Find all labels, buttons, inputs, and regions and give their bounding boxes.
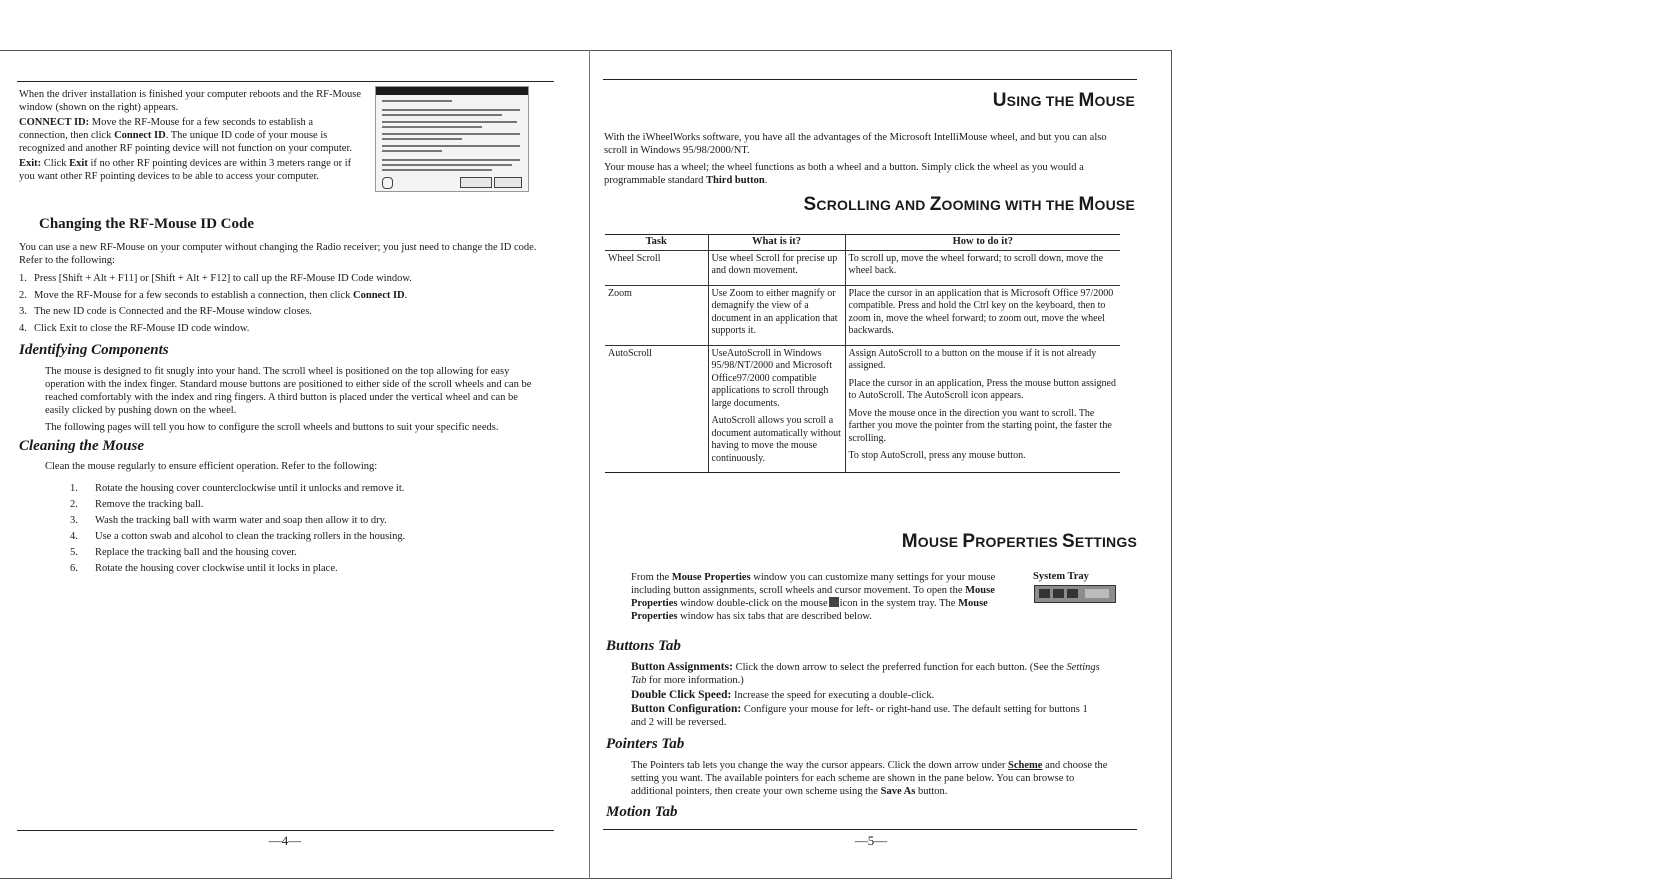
list-item: 3. The new ID code is Connected and the RF-Mouse window closes. <box>19 306 312 317</box>
cleaning-intro: Clean the mouse regularly to ensure efficient operation. Refer to the following: <box>45 461 378 472</box>
right-top-rule <box>603 79 1137 80</box>
list-item: 4. Use a cotton swab and alcohol to clean the tracking rollers in the housing. <box>70 531 406 542</box>
identify-paragraph-1: The mouse is designed to fit snugly into your hand. The scroll wheel is positioned on the top allowing for easy operation with the index finger. Standard mouse buttons are positioned to either side of the scroll wheels and can be reached comfortably with the index and ring fingers. A third button is placed under the vertical wheel and can be easily clicked by pushing down on the wheel. <box>45 366 532 416</box>
using-mouse-heading: USING THE MOUSE <box>992 90 1135 111</box>
tray-icon <box>1039 589 1050 598</box>
list-item: 5. Replace the tracking ball and the housing cover. <box>70 547 297 558</box>
intro-paragraph: When the driver installation is finished your computer reboots and the RF-Mouse window (shown on the right) appears. <box>19 89 362 113</box>
list-item: 4. Click Exit to close the RF-Mouse ID code window. <box>19 322 250 334</box>
using-paragraph-1: With the iWheelWorks software, you have all the advantages of the Microsoft IntelliMouse wheel, and but you can also scroll in Windows 95/98/2000/NT. <box>604 132 1107 156</box>
mouse-properties-heading: MOUSE PROPERTIES SETTINGS <box>901 531 1137 552</box>
tray-icon <box>1067 589 1078 598</box>
right-bottom-rule <box>603 829 1137 830</box>
left-bottom-rule <box>17 830 554 831</box>
connect-id-button-image <box>460 177 492 188</box>
motion-tab-heading: Motion Tab <box>606 804 678 820</box>
change-id-steps <box>19 272 549 338</box>
rf-mouse-window-image <box>375 86 529 192</box>
left-intro-block <box>19 88 364 183</box>
connect-paragraph <box>19 116 364 155</box>
table-header-row <box>605 235 1120 251</box>
change-id-heading: Changing the RF-Mouse ID Code <box>39 216 255 232</box>
list-item: 3. Wash the tracking ball with warm water and soap then allow it to dry. <box>70 515 387 526</box>
col-header-what: What is it? <box>708 235 845 251</box>
exit-button-image <box>494 177 522 188</box>
list-item: 1. Rotate the housing cover counterclockwise until it unlocks and remove it. <box>70 483 405 494</box>
left-page-number: —4— <box>268 833 302 848</box>
identify-heading: Identifying Components <box>19 342 169 358</box>
using-paragraph-2: Your mouse has a wheel; the wheel functions as both a wheel and a button. Simply click the wheel as you would a programmable standard Third button. <box>604 162 1084 186</box>
change-id-intro: You can use a new RF-Mouse on your computer without changing the Radio receiver; you just need to change the ID code. Refer to the following: <box>19 242 537 266</box>
tray-icon <box>1053 589 1064 598</box>
pointers-tab-heading: Pointers Tab <box>606 736 685 752</box>
exit-bold: Exit <box>69 158 88 169</box>
exit-text-1: Click <box>43 158 67 169</box>
mouse-icon <box>382 177 393 189</box>
table-row: AutoScroll UseAutoScroll in Windows 95/98/NT/2000 and Microsoft Office97/2000 compatible applications to scroll through large documents. AutoScroll allows you scroll a document automatically without having to move the mouse continuously. Assign AutoScroll to a button on the mouse if it is not already assigned. Place the cursor in an application, Press the mouse button assigned to AutoScroll. The AutoScroll icon appears. Move the mouse once in the direction you want to scroll. The farther you move the pointer from the starting point, the faster the scrolling. To stop AutoScroll, press any mouse button. <box>605 345 1120 473</box>
window-titlebar <box>376 87 528 95</box>
col-header-how: How to do it? <box>845 235 1120 251</box>
table-row: Wheel Scroll Use wheel Scroll for precise up and down movement. To scroll up, move the wheel forward; to scroll down, move the wheel back. <box>605 250 1120 285</box>
button-configuration-paragraph: Button Configuration: Configure your mouse for left- or right-hand use. The default setting for buttons 1 and 2 will be reversed. <box>631 703 1088 728</box>
double-click-paragraph: Double Click Speed: Increase the speed for executing a double-click. <box>631 689 935 701</box>
connect-bold: Connect ID <box>114 130 166 141</box>
identify-paragraph-2: The following pages will tell you how to configure the scroll wheels and buttons to suit your specific needs. <box>45 422 499 433</box>
table-row: Zoom Use Zoom to either magnify or demagnify the view of a document in an application that supports it. Place the cursor in an application that is Microsoft Office 97/2000 compatible. Press and hold the Ctrl key on the keyboard, then to zoom in, move the wheel forward; to zoom out, move the wheel backwards. <box>605 285 1120 345</box>
left-top-rule <box>17 81 554 82</box>
system-tray-label: System Tray <box>1033 571 1089 582</box>
exit-text-2: if no other RF pointing devices are within 3 meters range or if you want other RF pointing devices to be able to access your computer. <box>19 158 352 182</box>
buttons-tab-heading: Buttons Tab <box>606 638 681 654</box>
list-item: 2. Remove the tracking ball. <box>70 499 204 510</box>
system-tray-image <box>1034 585 1116 603</box>
col-header-task: Task <box>605 235 708 251</box>
button-assignments-paragraph: Button Assignments: Click the down arrow to select the preferred function for each button. (See the Settings Tab for more information.) <box>631 661 1100 686</box>
exit-label: Exit: <box>19 158 42 169</box>
right-page-number: —5— <box>854 833 888 848</box>
mouse-tray-icon <box>829 597 839 607</box>
cleaning-heading: Cleaning the Mouse <box>19 438 145 454</box>
list-item: 2. Move the RF-Mouse for a few seconds to establish a connection, then click Connect ID. <box>19 289 408 301</box>
mouse-properties-paragraph: From the Mouse Properties window you can customize many settings for your mouse including button assignments, scroll wheels and cursor movement. To open the Mouse Properties window double-click on the mouse icon in the system tray. The Mouse Properties window has six tabs that are described below. <box>631 572 996 622</box>
scrolling-zooming-heading: SCROLLING AND ZOOMING WITH THE MOUSE <box>803 194 1135 215</box>
page-divider <box>589 50 590 879</box>
connect-text-2: . The unique ID code of your mouse is recognized and another RF pointing device will not function on your computer. <box>19 130 353 154</box>
wheel-functions-table <box>605 234 1120 473</box>
list-item: 6. Rotate the housing cover clockwise until it locks in place. <box>70 563 338 574</box>
cleaning-steps <box>70 482 540 578</box>
connect-text-1: Move the RF-Mouse for a few seconds to establish a connection, then click <box>19 117 314 141</box>
list-item: 1. Press [Shift + Alt + F11] or [Shift + Alt + F12] to call up the RF-Mouse ID Code window. <box>19 273 412 284</box>
connect-label: CONNECT ID: <box>19 117 90 128</box>
tray-clock <box>1085 589 1109 598</box>
exit-paragraph <box>19 157 364 183</box>
pointers-paragraph: The Pointers tab lets you change the way the cursor appears. Click the down arrow under Scheme and choose the setting you want. The available pointers for each scheme are shown in the pane below. You can browse to additional pointers, then create your own scheme using the Save As button. <box>631 760 1108 797</box>
